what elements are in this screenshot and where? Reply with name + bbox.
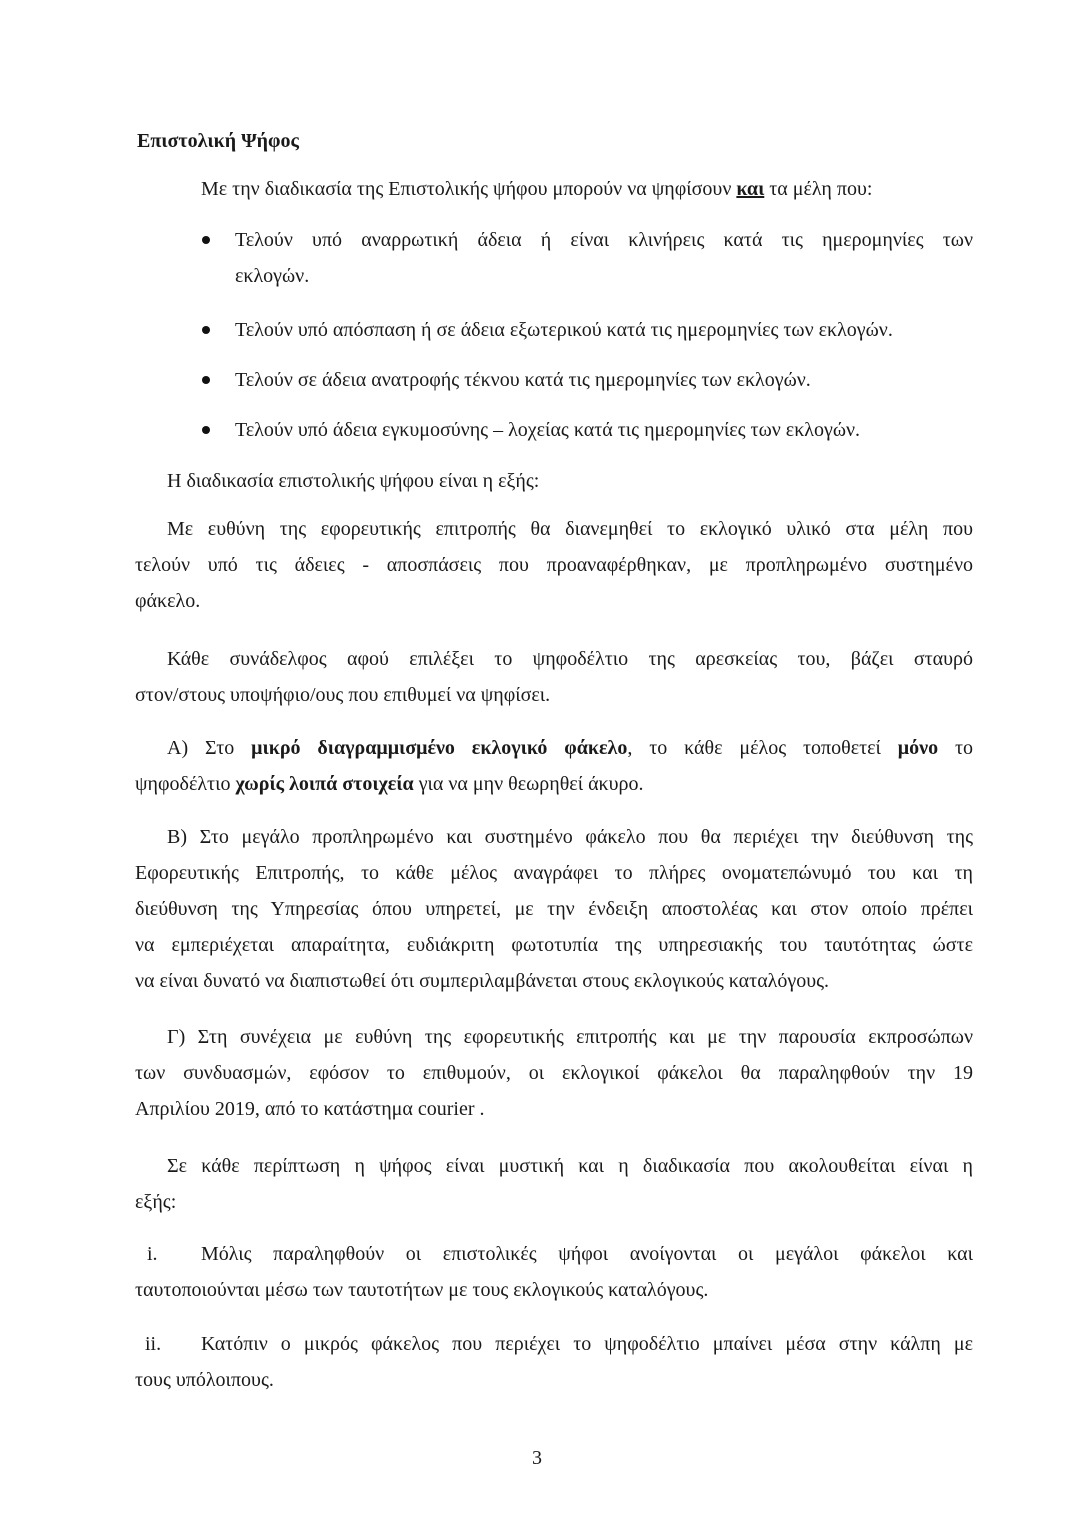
bullet-icon	[200, 362, 212, 398]
paragraph-line: Απριλίου 2019, από το κατάστημα courier .	[135, 1098, 485, 1120]
bold-text: χωρίς λοιπά στοιχεία	[235, 773, 414, 795]
paragraph-line: Κάθε συνάδελφος αφού επιλέξει το ψηφοδέλτιο της αρεσκείας του, βάζει σταυρό	[167, 648, 973, 670]
bullet-icon	[200, 222, 212, 258]
paragraph-line: ταυτοποιούνται μέσω των ταυτοτήτων με τους εκλογικούς καταλόγους.	[135, 1279, 709, 1301]
page-number: 3	[532, 1447, 542, 1469]
bullet-text-line: Τελούν σε άδεια ανατροφής τέκνου κατά τις ημερομηνίες των εκλογών.	[235, 369, 811, 391]
paragraph-a	[135, 730, 973, 802]
intro-text-after: τα μέλη που:	[764, 178, 873, 200]
text-run: ψηφοδέλτιο	[135, 773, 236, 795]
paragraph-b	[135, 819, 973, 999]
bullet-text-line: εκλογών.	[235, 265, 310, 287]
paragraph-line: Β) Στο μεγάλο προπληρωμένο και συστημένο φάκελο που θα περιέχει την διεύθυνση της	[167, 826, 973, 848]
bullet-text-line: Τελούν υπό απόσπαση ή σε άδεια εξωτερικού κατά τις ημερομηνίες των εκλογών.	[235, 319, 893, 341]
text-run: Μόλις παραληφθούν οι επιστολικές ψήφοι ανοίγονται οι μεγάλοι φάκελοι και	[201, 1243, 973, 1265]
section-heading: Επιστολική Ψήφος	[137, 130, 299, 152]
list-number: i.	[147, 1243, 158, 1265]
text-run: το	[938, 737, 973, 759]
bullet-text-line: Τελούν υπό αναρρωτική άδεια ή είναι κλινήρεις κατά τις ημερομηνίες των	[235, 229, 973, 251]
text-run: , το κάθε μέλος τοποθετεί	[627, 737, 898, 759]
list-number: ii.	[145, 1333, 162, 1355]
roman-list-item	[135, 1326, 973, 1398]
intro-emphasis: και	[736, 178, 765, 200]
paragraph-line: να εμπεριέχεται απαραίτητα, ευδιάκριτη φωτοτυπία της υπηρεσιακής του ταυτότητας ώστε	[135, 934, 973, 956]
paragraph-line: Γ) Στη συνέχεια με ευθύνη της εφορευτικής επιτροπής και με την παρουσία εκπροσώπων	[167, 1026, 973, 1048]
bold-text: μικρό διαγραμμισμένο εκλογικό φάκελο	[251, 737, 628, 759]
paragraph-line: τελούν υπό τις άδειες - αποσπάσεις που προαναφέρθηκαν, με προπληρωμένο συστημένο	[135, 554, 973, 576]
paragraph-line: εξής:	[135, 1191, 177, 1213]
paragraph-secret-vote	[135, 1148, 973, 1220]
intro-paragraph	[201, 176, 872, 202]
intro-text-before: Με την διαδικασία της Επιστολικής ψήφου μπορούν να ψηφίσουν	[201, 178, 737, 200]
paragraph-line: των συνδυασμών, εφόσον το επιθυμούν, οι εκλογικοί φάκελοι θα παραληφθούν την 19	[135, 1062, 973, 1084]
bullet-text-line: Τελούν υπό άδεια εγκυμοσύνης – λοχείας κατά τις ημερομηνίες των εκλογών.	[235, 419, 861, 441]
paragraph-line	[135, 1236, 973, 1272]
paragraph-distribution	[135, 511, 973, 619]
paragraph-line: διεύθυνση της Υπηρεσίας όπου υπηρετεί, με την ένδειξη αποστολέας και στον οποίο πρέπει	[135, 898, 973, 920]
roman-list-item	[135, 1236, 973, 1308]
paragraph-c	[135, 1019, 973, 1127]
text-run: Α) Στο	[167, 737, 252, 759]
bold-text: μόνο	[897, 737, 939, 759]
paragraph-line: τους υπόλοιπους.	[135, 1369, 274, 1391]
paragraph-line	[135, 766, 973, 802]
bullet-icon	[200, 412, 212, 448]
paragraph-each-colleague	[135, 641, 973, 713]
paragraph-line: στον/στους υποψήφιο/ους που επιθυμεί να ψηφίσει.	[135, 684, 551, 706]
paragraph-line: να είναι δυνατό να διαπιστωθεί ότι συμπεριλαμβάνεται στους εκλογικούς καταλόγους.	[135, 970, 830, 992]
paragraph-line: Με ευθύνη της εφορευτικής επιτροπής θα διανεμηθεί το εκλογικό υλικό στα μέλη που	[167, 518, 973, 540]
paragraph-line	[135, 730, 973, 766]
process-intro: Η διαδικασία επιστολικής ψήφου είναι η εξής:	[167, 470, 540, 492]
text-run: Κατόπιν ο μικρός φάκελος που περιέχει το ψηφοδέλτιο μπαίνει μέσα στην κάλπη με	[201, 1333, 973, 1355]
paragraph-line: Εφορευτικής Επιτροπής, το κάθε μέλος αναγράφει το πλήρες ονοματεπώνυμό του και τη	[135, 862, 973, 884]
paragraph-line	[135, 1326, 973, 1362]
text-run: για να μην θεωρηθεί άκυρο.	[413, 773, 644, 795]
bullet-icon	[200, 312, 212, 348]
paragraph-line: φάκελο.	[135, 590, 201, 612]
paragraph-line: Σε κάθε περίπτωση η ψήφος είναι μυστική και η διαδικασία που ακολουθείται είναι η	[167, 1155, 973, 1177]
